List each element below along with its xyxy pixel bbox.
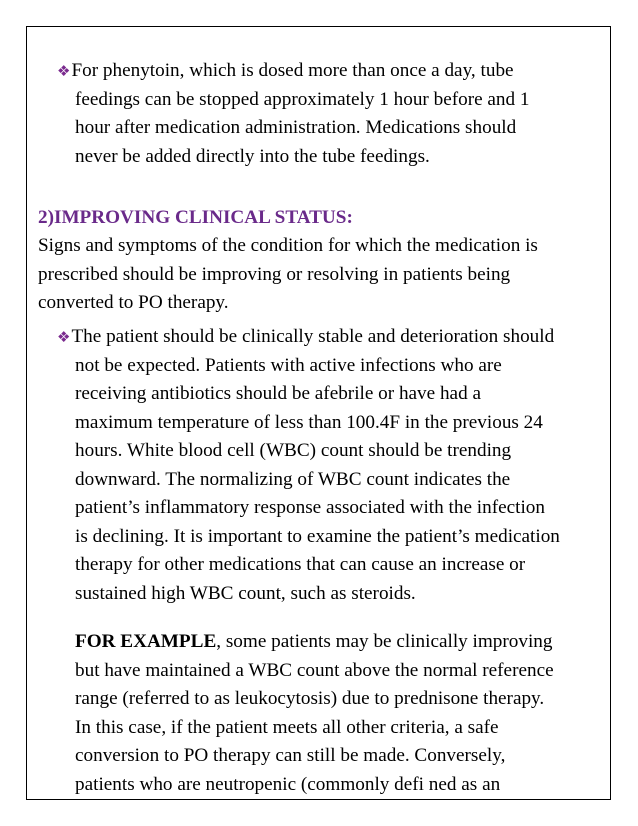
section-heading: 2)IMPROVING CLINICAL STATUS: [38,207,353,228]
example-label: FOR EXAMPLE [75,631,217,652]
text-line: For phenytoin, which is dosed more than once a day, tube [71,60,514,81]
example-paragraph-line-1 [75,628,553,656]
text-line: hours. White blood cell (WBC) count should be trending [75,440,512,461]
text-line: The patient should be clinically stable and deterioration should [71,326,555,347]
diamond-bullet-icon: ❖ [57,62,71,80]
text-line: patients who are neutropenic (commonly defi ned as an [75,773,501,795]
text-line: downward. The normalizing of WBC count indicates the [75,468,511,490]
text-line: therapy for other medications that can cause an increase or [75,554,526,575]
text-line: receiving antibiotics should be afebrile or have had a [75,383,481,404]
text-line: never be added directly into the tube feedings. [75,145,430,167]
text-line: hour after medication administration. Medications should [75,117,517,138]
bullet-paragraph-phenytoin-line-1 [57,57,514,85]
text-line: Signs and symptoms of the condition for which the medication is [38,235,538,256]
text-line: In this case, if the patient meets all other criteria, a safe [75,716,499,738]
bullet-paragraph-clinical-stability-line-1 [57,323,554,351]
text-line: not be expected. Patients with active infections who are [75,354,502,376]
diamond-bullet-icon: ❖ [57,328,71,346]
text-line: converted to PO therapy. [38,292,229,313]
text-line: sustained high WBC count, such as steroids. [75,582,416,604]
text-line: maximum temperature of less than 100.4F in the previous 24 [75,411,543,433]
text-line: is declining. It is important to examine the patient’s medication [75,525,560,547]
text-line: , some patients may be clinically improving [216,631,553,652]
text-line: range (referred to as leukocytosis) due to prednisone therapy. [75,688,545,709]
text-line: patient’s inflammatory response associated with the infection [75,497,545,518]
text-line: conversion to PO therapy can still be made. Conversely, [75,745,506,766]
text-line: but have maintained a WBC count above the normal reference [75,659,554,681]
text-line: feedings can be stopped approximately 1 hour before and 1 [75,88,530,110]
text-line: prescribed should be improving or resolving in patients being [38,263,511,285]
document-page [26,26,611,800]
